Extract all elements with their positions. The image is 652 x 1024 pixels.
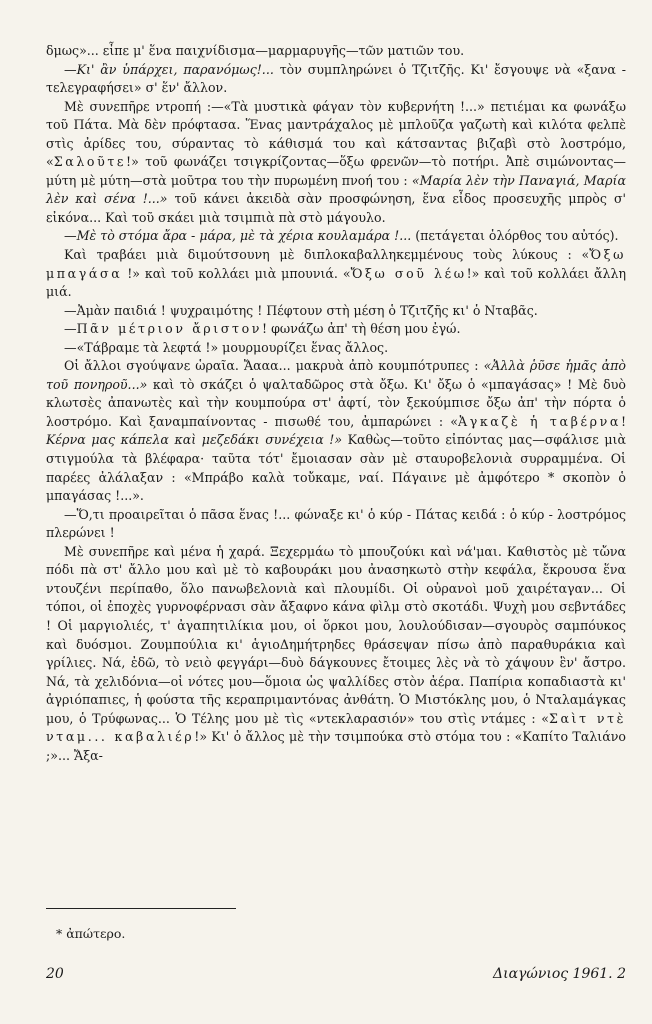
text-run: —Ὅ,τι προαιρεῖται ὁ πᾶσα ἕνας !... φώναξε κι' ὁ κύρ - Πάτας κειδά : ὁ κύρ - λοστρόμος πλερώνει ! [46,506,626,541]
issue-label: Διαγώνιος 1961. 2 [493,966,626,982]
text-run: ! φωνάζω ἀπ' τὴ θέση μου ἐγώ. [262,321,461,337]
paragraph [46,357,626,505]
body-text [46,42,626,765]
spaced-text: Σαὶτ ντὲ νταμ... καβαλιέρ [46,710,626,745]
paragraph [46,98,626,228]
text-run: —Ἀμὰν παιδιά ! ψυχραιμότης ! Πέφτουν στὴ μέση ὁ Τζιτζῆς κι' ὁ Νταβᾶς. [64,302,538,318]
italic-text: —Μὲ τὸ στόμα ἄρα - μάρα, μὲ τὰ χέρια κουλαμάρα !... [64,228,412,244]
text-run: τὸν συμπληρώνει ὁ Τζιτζῆς. Κι' ἔσγουψε νὰ «ξανα - τελεγραφήσει» σ' ἕν' ἄλλον. [46,61,626,96]
text-run: (πετάγεται ὁλόρθος του αὐτός). [411,228,619,244]
italic-text: «Μαρία λὲν τὴν Παναγιά, Μαρία λὲν καὶ σένα !...» [46,172,626,207]
paragraph [46,246,626,302]
spaced-text: Ὄξω σοῦ λέω [350,265,467,281]
paragraph [46,61,626,98]
text-run: !» τοῦ φωνάζει τσιγκρίζοντας—ὅξω φρενῶν—τὸ ποτήρι. Ἀπὲ σιμώνοντας—μύτη μὲ μύτη—στὰ μοῦτρα του τὴν πυρωμένη πνοή του : [46,154,626,188]
text-run: δμως»... εἶπε μ' ἕνα παιχνίδισμα—μαρμαρυγῆς—τῶν ματιῶν του. [46,43,465,58]
footnote-divider [46,908,236,909]
text-run: Μὲ συνεπῆρε ντροπή :—«Τὰ μυστικὰ φάγαν τὸν κυβερνήτη !...» πετιέμαι κα φωνάξω τοῦ Πάτα. Μὰ δὲν πρόφτασα. Ἕνας μαντράχαλος μὲ μπλοῦζα γαζωτὴ καὶ κιλότα φελπὲ στὶς ἀρίδες του, σύραντας τὸ κάθισμά του καὶ κάτσαντας βιζαβὶ στὸ λοστρόμο, « [46,98,626,170]
paragraph [46,302,626,321]
text-run: !» Κι' ὁ ἄλλος μὲ τὴν τσιμπούκα στὸ στόμα του : «Καπίτο Ταλιάνο ;»... Ἄξα- [46,729,626,763]
text-run: τοῦ κάνει ἀκειδὰ σὰν προσφώνηση, ἕνα εἶδος προσευχῆς μπρὸς σ' εἰκόνα... Καὶ τοῦ σκάει μιὰ τσιμπιὰ πὰ στὸ μάγουλο. [46,191,626,225]
text-run: — [64,321,77,337]
text-run: Καθὼς—τοῦτο εἰπόντας μας—σφάλισε μιὰ στιγμούλα τὰ βλέφαρα· ταῦτα τότ' ἔμοιασαν σὰν μὲ σταυροβελονιὰ συρραμμένα. Οἱ παρέες ἀλάλαξαν : «Μπράβο καλὰ τοὔκαμε, ναί. Πάγαινε μὲ ἀμφότερο * σκοπὸν ὁ μπαγάσας !...». [46,432,626,504]
paragraph [46,320,626,339]
paragraph [46,227,626,246]
italic-text: —Κι' ἂν ὑπάρχει, παρανόμως!... [64,61,274,77]
spaced-text: Πᾶν μέτριον ἄριστον [76,321,263,337]
text-run: !» καὶ τοῦ κολλάει ἄλλη μιά. [46,265,626,300]
text-run: Καὶ τραβάει μιὰ διμούτσουνη μὲ διπλοκαβαλληκεμμένους τοὺς λύκους : « [64,247,590,263]
text-run: ! [620,413,626,429]
paragraph [46,42,626,61]
spaced-text: Ἀγκαζὲ ἡ ταβέρνα [458,413,621,429]
italic-text: Κέρνα μας κάπελα καὶ μεζεδάκι συνέχεια !» [46,432,343,448]
footnote: * ἀπώτερο. [56,926,126,941]
paragraph [46,506,626,543]
page-number: 20 [46,966,64,982]
paragraph [46,543,626,766]
spaced-text: Ὄξω μπαγάσα [46,247,626,281]
text-run: Οἱ ἄλλοι σγούψανε ὡραῖα. Ἄααα... μακρυὰ ἀπὸ κουμπότρυπες : [64,358,484,374]
spaced-text: Σαλοῦτε [53,154,127,170]
text-run: —«Τάβραμε τὰ λεφτά !» μουρμουρίζει ἕνας ἄλλος. [64,339,389,355]
text-run: !» καὶ τοῦ κολλάει μιὰ μπουνιά. « [122,265,351,281]
text-run: Μὲ συνεπῆρε καὶ μένα ἡ χαρά. Ξεχερμάω τὸ μπουζούκι καὶ νά'μαι. Καθιστὸς μὲ τὤνα πόδι πὰ στ' ἄλλο μου καὶ μὲ τὸ καβουράκι μου ἀνασηκωτὸ στὴν κεφάλα, ἔκρουσα ἕνα ντουζένι περίπαθο, ὅλο πανωβελονιὰ καὶ πλουμίδι. Οἱ οὐρανοὶ μοῦ χαιρέταγαν... Οἱ τόποι, οἱ ἐποχὲς γυρνοφέρνασι σὰν ἄξαφνο κάνα φὶλμ στὸ σκοτάδι. Ψυχὴ μου σεβντάδες ! Οἱ μαργιολιές, τ' ἀγαπητιλίκια μου, οἱ ὅρκοι μου, λουλούδισαν—σγουρὸς σαμπόυκος καὶ δυόσμοι. Ζουμπούλια κι' ἁγιοΔημήτρηδες θράσεψαν πίσω ἀπὸ παραθυράκια καὶ γρίλιες. Νά, ἐδῶ, τὸ νειὸ φεγγάρι—δυὸ δάγκουνες ἔτοιμες λὲς νὰ τὸ χάψουν ἓν' ἄστρο. Νά, τὰ χελιδόνια—οἱ νότες μου—ὅμοια ὡς ψαλλίδες στὸν ἀέρα. Παπίρια κοπαδιαστὰ κι' ἀγριόπαπιες, ἡ φούστα τῆς κεραπριμαντόνας ἀνθάτη. Ὁ Μιστόκλης μου, ὁ Νταλαμάγκας μου, ὁ Τρύφωνας... Ὁ Τέλης μου μὲ τὶς «ντεκλαρασιόν» του στὶς ντάμες : « [46,543,626,726]
paragraph [46,339,626,358]
italic-text: «Ἀλλὰ ῥῦσε ἡμᾶς ἀπὸ τοῦ πονηροῦ...» [46,358,626,392]
text-run: καὶ τὸ σκάζει ὁ ψαλταδῶρος στὰ ὄξω. Κι' ὄξω ὁ «μπαγάσας» ! Μὲ δυὸ κλωτσὲς ἀπανωτὲς καὶ τὴν κουμπούρα στ' ἀφτί, τὸν ξεκούμπισε ὄξω ἀπ' τὴν πόρτα ὁ λοστρόμο. Καὶ ξαναμπαίνοντας - πισωθέ του, ἀμπαρώνει : « [46,376,627,429]
